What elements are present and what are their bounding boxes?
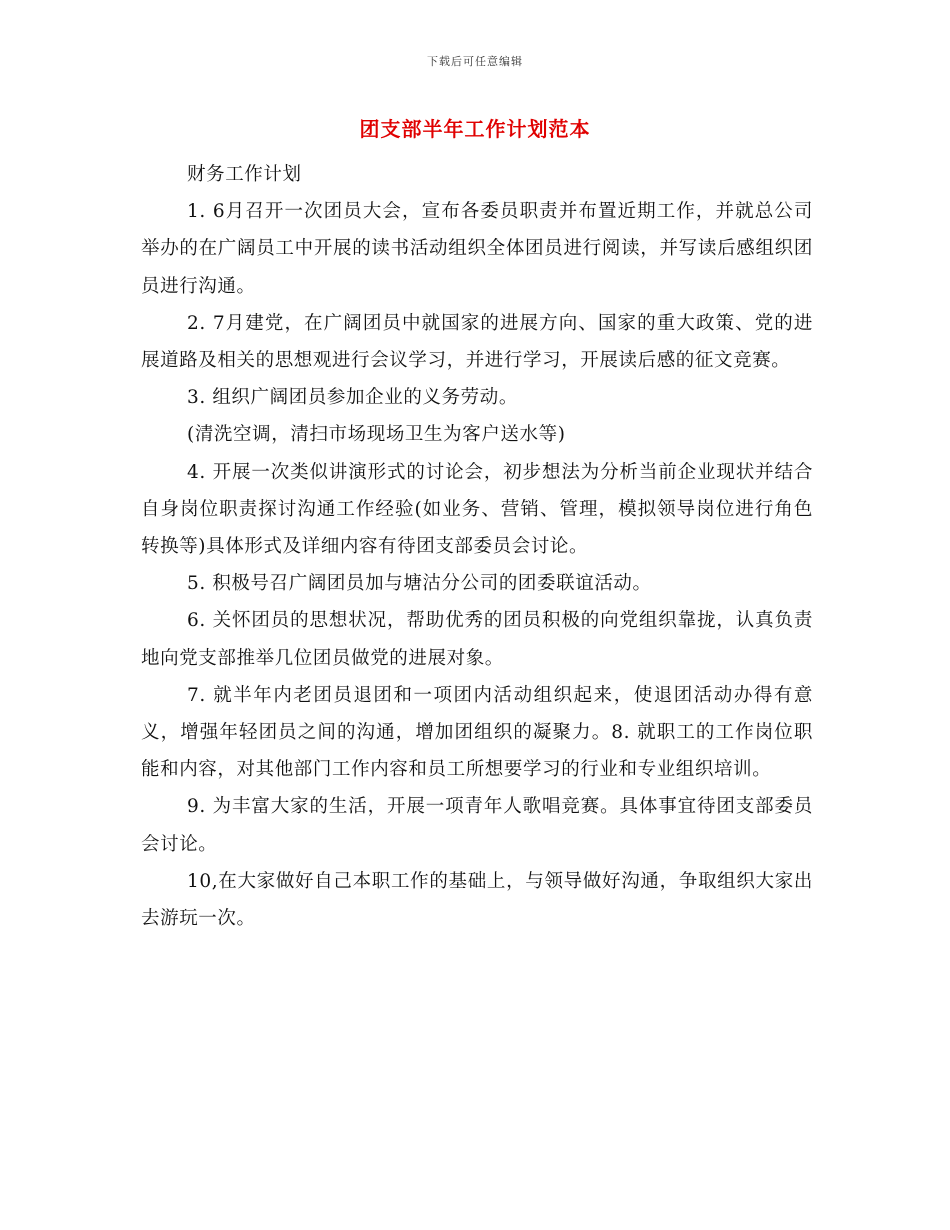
plan-item-1: 1. 6月召开一次团员大会，宣布各委员职责并布置近期工作，并就总公司举办的在广阔员工中开展的读书活动组织全体团员进行阅读，并写读后感组织团员进行沟通。	[141, 201, 813, 297]
header-note: 下载后可任意编辑	[427, 55, 523, 68]
plan-item-3-note: (清洗空调，清扫市场现场卫生为客户送水等)	[187, 424, 566, 446]
plan-item-7-8: 7. 就半年内老团员退团和一项团内活动组织起来，使退团活动办得有意义，增强年轻团员之间的沟通，增加团组织的凝聚力。8. 就职工的工作岗位职能和内容，对其他部门工作内容和员工所想要学习的行业和专业组织培训。	[141, 684, 813, 781]
plan-item-9: 9. 为丰富大家的生活，开展一项青年人歌唱竞赛。具体事宜待团支部委员会讨论。	[141, 796, 813, 855]
document-body	[141, 156, 813, 937]
plan-item-5: 5. 积极号召广阔团员加与塘沽分公司的团委联谊活动。	[187, 573, 652, 595]
plan-item-10: 10,在大家做好自己本职工作的基础上，与领导做好沟通，争取组织大家出去游玩一次。	[141, 870, 813, 930]
section-heading: 财务工作计划	[187, 164, 302, 185]
plan-item-3: 3. 组织广阔团员参加企业的义务劳动。	[187, 387, 518, 409]
plan-item-6: 6. 关怀团员的思想状况，帮助优秀的团员积极的向党组织靠拢，认真负责地向党支部推举几位团员做党的进展对象。	[141, 610, 813, 669]
document-title: 团支部半年工作计划范本	[359, 117, 591, 141]
plan-item-2: 2. 7月建党，在广阔团员中就国家的进展方向、国家的重大政策、党的进展道路及相关的思想观进行会议学习，并进行学习，开展读后感的征文竞赛。	[141, 312, 813, 372]
plan-item-4: 4. 开展一次类似讲演形式的讨论会，初步想法为分析当前企业现状并结合自身岗位职责探讨沟通工作经验(如业务、营销、管理，模拟领导岗位进行角色转换等)具体形式及详细内容有待团支部委员会讨论。	[141, 461, 813, 558]
